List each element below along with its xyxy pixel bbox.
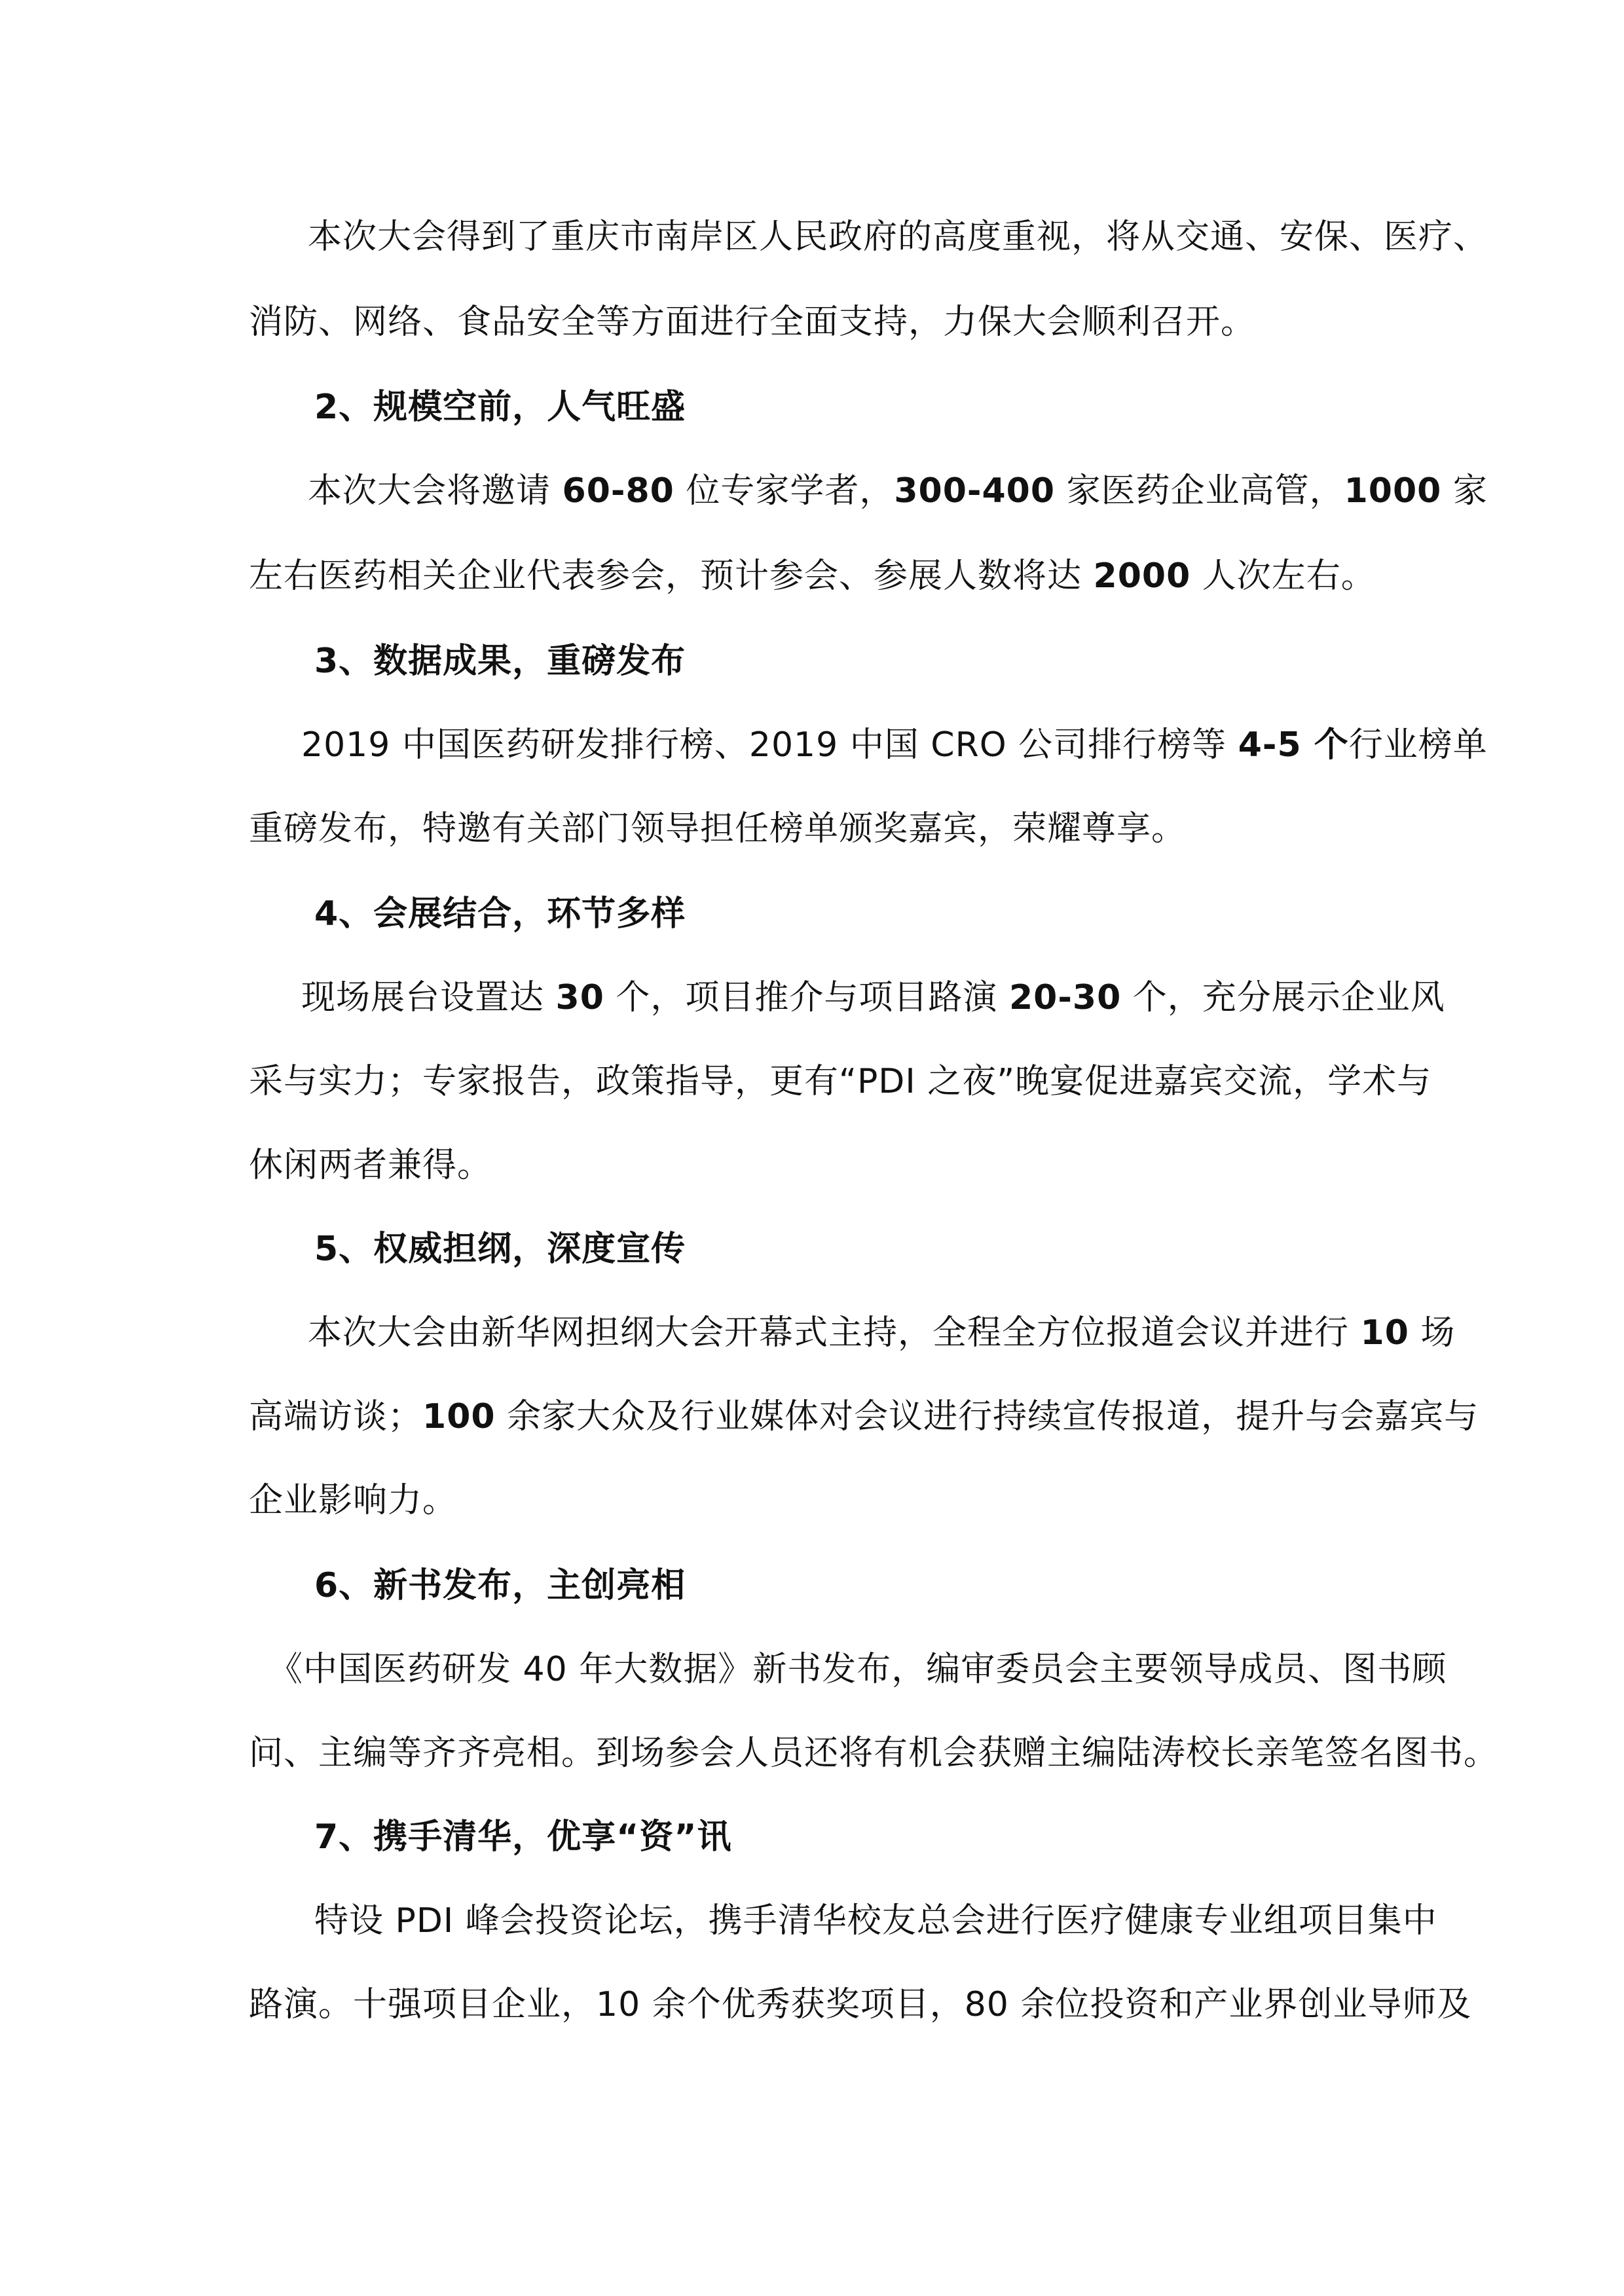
paragraph-5-line-3: 企业影响力。	[249, 1481, 458, 1520]
section-heading-6: 6、新书发布，主创亮相	[314, 1566, 686, 1605]
section-heading-2: 2、规模空前，人气旺盛	[314, 388, 686, 427]
text-run: 本次大会由新华网担纲大会开幕式主持，全程全方位报道会议并进行	[308, 1313, 1361, 1353]
bold-number: 10	[1360, 1313, 1409, 1353]
text-run: 现场展台设置达	[301, 978, 556, 1017]
text-run: 位专家学者，	[674, 471, 895, 511]
paragraph-7-line-1: 特设 PDI 峰会投资论坛，携手清华校友总会进行医疗健康专业组项目集中	[314, 1901, 1437, 1941]
text-run: 个，项目推介与项目路演	[604, 978, 1009, 1017]
paragraph-4-line-2: 采与实力；专家报告，政策指导，更有“PDI 之夜”晚宴促进嘉宾交流，学术与	[249, 1062, 1432, 1101]
text-run: 个，充分展示企业风	[1121, 978, 1445, 1017]
section-heading-4: 4、会展结合，环节多样	[314, 894, 686, 934]
bold-number: 4-5 个	[1238, 725, 1349, 765]
section-heading-5: 5、权威担纲，深度宣传	[314, 1230, 686, 1269]
text-run: 行业榜单	[1348, 725, 1488, 765]
text-run: 人次左右。	[1190, 556, 1376, 596]
bold-number: 2000	[1093, 556, 1191, 596]
paragraph-2-line-1	[249, 465, 1488, 517]
bold-number: 1000	[1344, 471, 1442, 511]
paragraph-2-line-2	[249, 550, 1376, 602]
bold-number: 20-30	[1008, 978, 1122, 1017]
text-run: 高端访谈；	[249, 1397, 423, 1436]
paragraph-3-line-1	[249, 719, 1488, 771]
paragraph-5-line-2	[249, 1391, 1479, 1443]
paragraph-5-line-1	[249, 1307, 1456, 1359]
bold-number: 100	[422, 1397, 496, 1436]
text-run: 家	[1441, 471, 1488, 511]
section-heading-3: 3、数据成果，重磅发布	[314, 642, 686, 681]
text-run: 家医药企业高管，	[1055, 471, 1344, 511]
text-run: 本次大会将邀请	[308, 471, 563, 511]
paragraph-4-line-3: 休闲两者兼得。	[249, 1146, 492, 1185]
bold-number: 60-80	[562, 471, 674, 511]
text-run: 场	[1409, 1313, 1456, 1353]
bold-number: 30	[555, 978, 604, 1017]
paragraph-6-line-2: 问、主编等齐齐亮相。到场参会人员还将有机会获赠主编陆涛校长亲笔签名图书。	[249, 1734, 1499, 1773]
text-run: 余家大众及行业媒体对会议进行持续宣传报道，提升与会嘉宾与	[495, 1397, 1479, 1436]
paragraph-6-line-1: 《中国医药研发 40 年大数据》新书发布，编审委员会主要领导成员、图书顾	[268, 1650, 1447, 1689]
paragraph-1-line-2: 消防、网络、食品安全等方面进行全面支持，力保大会顺利召开。	[249, 302, 1256, 342]
text-run: 左右医药相关企业代表参会，预计参会、参展人数将达	[249, 556, 1094, 596]
text-run: 2019 中国医药研发排行榜、2019 中国 CRO 公司排行榜等	[301, 725, 1238, 765]
paragraph-7-line-2: 路演。十强项目企业，10 余个优秀获奖项目，80 余位投资和产业界创业导师及	[249, 1985, 1472, 2024]
paragraph-3-line-2: 重磅发布，特邀有关部门领导担任榜单颁奖嘉宾，荣耀尊享。	[249, 809, 1187, 848]
paragraph-1-line-1: 本次大会得到了重庆市南岸区人民政府的高度重视，将从交通、安保、医疗、	[308, 217, 1488, 257]
paragraph-4-line-1	[249, 972, 1445, 1024]
section-heading-7: 7、携手清华，优享“资”讯	[314, 1817, 732, 1857]
bold-number: 300-400	[894, 471, 1056, 511]
